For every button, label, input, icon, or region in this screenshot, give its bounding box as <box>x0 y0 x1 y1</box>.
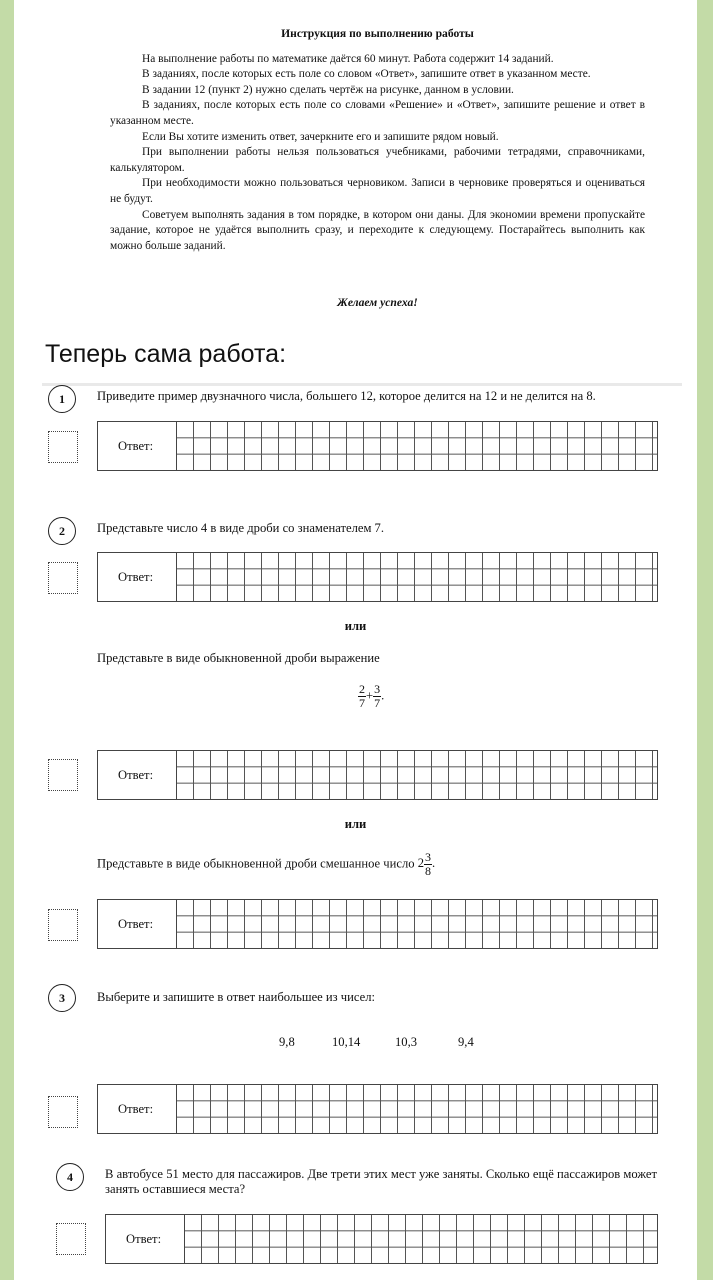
instruction-paragraph: При необходимости можно пользоваться черновиком. Записи в черновике проверяться и оцениваться не будут. <box>110 177 645 205</box>
answer-label: Ответ: <box>118 569 154 584</box>
fraction: $\frac{2}{7}$ <box>359 682 365 710</box>
task-number-1: 1 <box>48 385 76 413</box>
instruction-paragraph: Советуем выполнять задания в том порядке, в котором они даны. Для экономии времени пропускайте задание, которое не удаётся выполнить сразу, и переходите к следующему. Постарайтесь выполнить как можно больше заданий. <box>110 208 645 252</box>
good-luck-text: Желаем успеха! <box>337 296 418 309</box>
answer-grid[interactable] <box>176 900 657 948</box>
task-2-text-c: Представьте в виде обыкновенной дроби смешанное число 2 $\frac{3}{8}$ . <box>97 850 436 878</box>
instructions-title: Инструкция по выполнению работы <box>281 27 474 40</box>
instruction-paragraph: В заданиях, после которых есть поле со словами «Решение» и «Ответ», запишите решение и ответ в указанном месте. <box>110 99 645 127</box>
or-separator: или <box>344 817 367 831</box>
answer-grid[interactable] <box>176 751 657 799</box>
task-4-score-box[interactable] <box>56 1223 86 1255</box>
task-number-2: 2 <box>48 517 76 545</box>
fraction: $\frac{3}{7}$ <box>374 682 381 710</box>
divider <box>42 383 682 386</box>
answer-label: Ответ: <box>126 1231 162 1246</box>
answer-label: Ответ: <box>118 916 154 931</box>
answer-label: Ответ: <box>118 438 154 453</box>
instruction-paragraph: В задании 12 (пункт 2) нужно сделать чертёж на рисунке, данном в условии. <box>142 83 514 96</box>
answer-grid[interactable] <box>176 1085 657 1133</box>
mixed-number: 2 $\frac{3}{8}$ . <box>417 850 436 878</box>
task-1-answer-field[interactable] <box>97 421 658 471</box>
task-2b-answer-field[interactable] <box>97 750 658 800</box>
task-3-score-box[interactable] <box>48 1096 78 1128</box>
instruction-paragraph: При выполнении работы нельзя пользоваться учебниками, рабочими тетрадями, справочниками, калькулятором. <box>110 146 645 174</box>
answer-grid[interactable] <box>176 422 657 470</box>
fraction-expression: $\frac{2}{7}$ + $\frac{3}{7}$ . <box>359 682 385 710</box>
task-2-text-b: Представьте в виде обыкновенной дроби выражение <box>97 651 380 665</box>
answer-grid[interactable] <box>176 553 657 601</box>
number-option: 9,4 <box>458 1035 474 1049</box>
number-option: 10,14 <box>332 1035 361 1049</box>
worksheet-page <box>14 0 697 1280</box>
task-4-text: В автобусе 51 место для пассажиров. Две трети этих мест уже заняты. Сколько ещё пассажиров может занять оставшиеся места? <box>105 1167 657 1196</box>
or-separator: или <box>344 619 367 633</box>
instructions-block <box>110 26 645 254</box>
task-1-text: Приведите пример двузначного числа, большего 12, которое делится на 12 и не делится на 8. <box>97 389 596 403</box>
task-2b-score-box[interactable] <box>48 759 78 791</box>
answer-grid[interactable] <box>184 1215 657 1263</box>
task-2a-answer-field[interactable] <box>97 552 658 602</box>
task-number-3: 3 <box>48 984 76 1012</box>
instruction-paragraph: В заданиях, после которых есть поле со словом «Ответ», запишите ответ в указанном месте. <box>142 68 591 81</box>
task-3-answer-field[interactable] <box>97 1084 658 1134</box>
task-2a-score-box[interactable] <box>48 562 78 594</box>
number-option: 9,8 <box>279 1035 295 1049</box>
task-1-score-box[interactable] <box>48 431 78 463</box>
section-heading: Теперь сама работа: <box>45 340 287 368</box>
instruction-paragraph: Если Вы хотите изменить ответ, зачеркните его и запишите рядом новый. <box>142 130 499 143</box>
task-2c-answer-field[interactable] <box>97 899 658 949</box>
task-2c-score-box[interactable] <box>48 909 78 941</box>
number-option: 10,3 <box>395 1035 418 1049</box>
answer-label: Ответ: <box>118 1101 154 1116</box>
answer-label: Ответ: <box>118 767 154 782</box>
task-number-4: 4 <box>56 1163 84 1191</box>
instruction-paragraph: На выполнение работы по математике даётся 60 минут. Работа содержит 14 заданий. <box>142 52 554 65</box>
task-2-text-a: Представьте число 4 в виде дроби со знаменателем 7. <box>97 521 385 535</box>
task-3-text: Выберите и запишите в ответ наибольшее из чисел: <box>97 990 375 1004</box>
task-4-answer-field[interactable] <box>105 1214 658 1264</box>
